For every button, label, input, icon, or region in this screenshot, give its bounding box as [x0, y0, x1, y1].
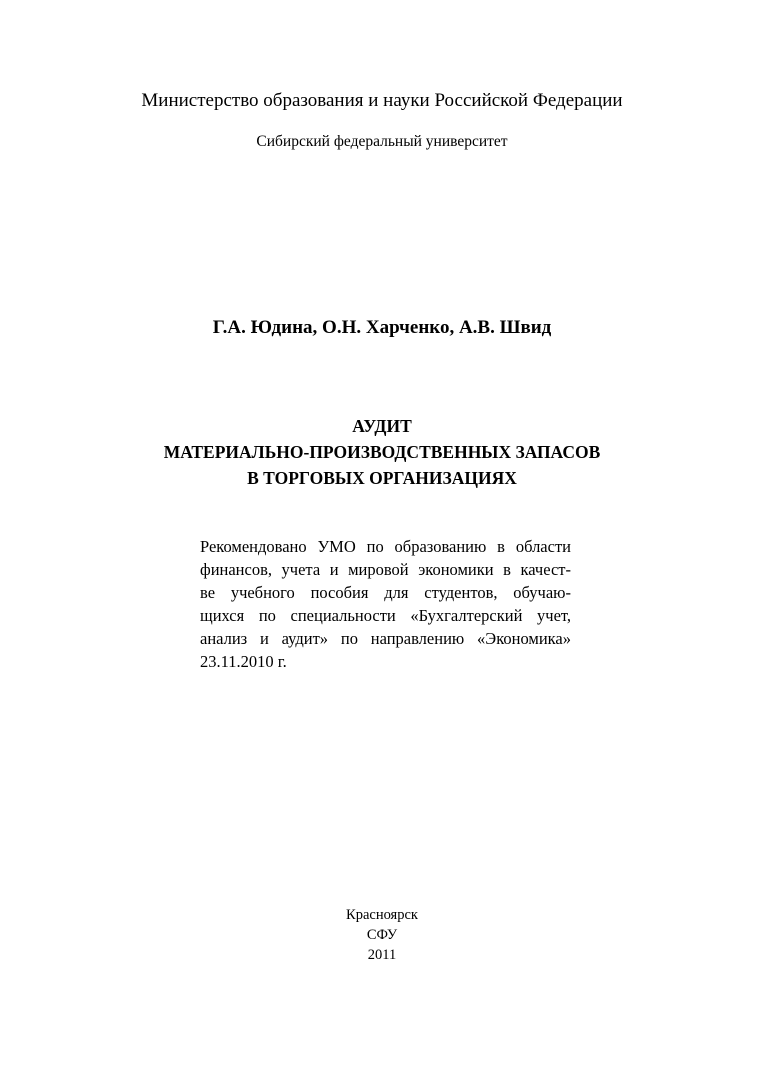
imprint-year: 2011 — [367, 947, 397, 963]
recommendation-line: ве учебного пособия для студентов, обучаю- — [200, 583, 571, 602]
recommendation-line: анализ и аудит» по направлению «Экономика» — [200, 629, 571, 648]
recommendation-line: Рекомендовано УМО по образованию в области — [200, 537, 571, 556]
recommendation-text — [200, 535, 571, 673]
title-line: В ТОРГОВЫХ ОРГАНИЗАЦИЯХ — [247, 468, 517, 488]
authors: Г.А. Юдина, О.Н. Харченко, А.В. Швид — [212, 317, 552, 338]
university-name: Сибирский федеральный университет — [256, 133, 508, 150]
title-line: АУДИТ — [352, 416, 412, 436]
recommendation-line: 23.11.2010 г. — [200, 652, 287, 671]
book-title — [0, 413, 764, 491]
imprint-city: Красноярск — [346, 907, 418, 923]
title-line: МАТЕРИАЛЬНО-ПРОИЗВОДСТВЕННЫХ ЗАПАСОВ — [163, 442, 601, 462]
imprint-publisher: СФУ — [366, 927, 398, 943]
ministry-name: Министерство образования и науки Российской Федерации — [141, 90, 623, 111]
imprint — [0, 905, 764, 965]
recommendation-line: щихся по специальности «Бухгалтерский учет, — [200, 606, 571, 625]
recommendation-line: финансов, учета и мировой экономики в качест- — [200, 560, 571, 579]
